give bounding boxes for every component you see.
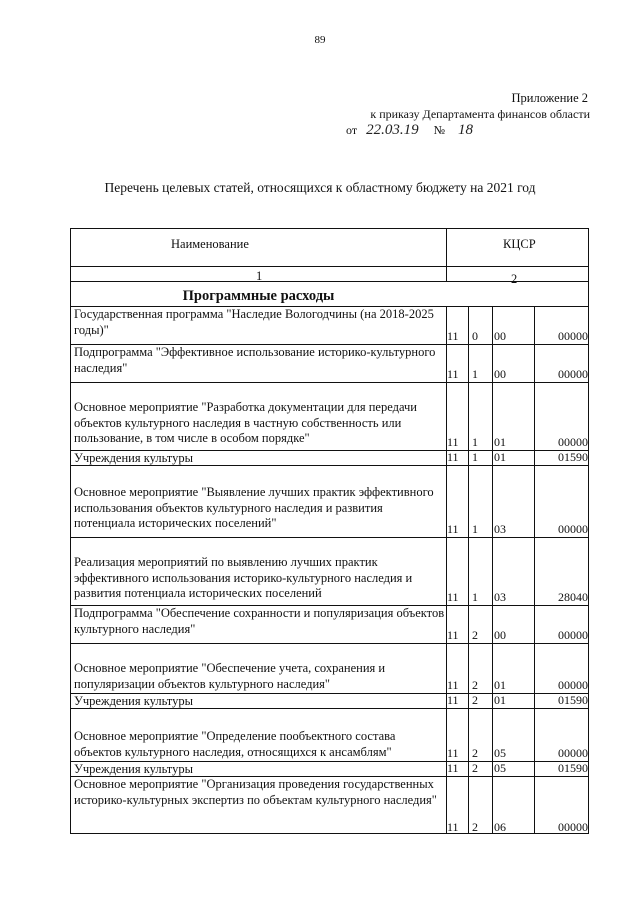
row-code-3: 00 (494, 329, 506, 343)
row-code-2: 2 (472, 693, 478, 707)
row-name: Основное мероприятие "Разработка документации для передачи объектов культурного наследия в частную собственность или пользование, в том числе в особом порядке" (74, 400, 417, 445)
appendix-title: Приложение 2 (511, 91, 588, 105)
table-row (71, 382, 588, 450)
order-number: 18 (458, 122, 474, 138)
section-title: Программные расходы (182, 288, 335, 304)
row-code-3: 06 (494, 820, 506, 834)
row-code-4: 01590 (558, 761, 588, 775)
row-code-4: 00000 (558, 678, 588, 692)
row-name: Основное мероприятие "Выявление лучших практик эффективного использования объектов культурного наследия и развития потенциала исторических поселений" (74, 485, 434, 530)
row-code-3: 01 (494, 435, 506, 449)
row-code-3: 00 (494, 628, 506, 642)
table-row (71, 537, 588, 605)
order-date-line (346, 122, 473, 139)
table-row (71, 465, 588, 537)
table-row (71, 605, 588, 643)
number-prefix: № (433, 123, 446, 137)
table-row (71, 643, 588, 693)
row-code-2: 2 (472, 761, 478, 775)
order-date: 22.03.19 (366, 122, 419, 138)
document-title: Перечень целевых статей, относящихся к областному бюджету на 2021 год (104, 180, 536, 195)
table-row (71, 693, 588, 708)
row-code-1: 11 (447, 329, 459, 343)
row-code-2: 2 (472, 678, 478, 692)
row-code-4: 01590 (558, 693, 588, 707)
row-name: Реализация мероприятий по выявлению лучших практик эффективного использования историко-культурного наследия и развития потенциала исторических поселений (74, 555, 413, 600)
row-code-2: 1 (472, 590, 478, 604)
row-code-2: 0 (472, 329, 478, 343)
row-code-2: 1 (472, 522, 478, 536)
row-code-3: 05 (494, 761, 506, 775)
row-code-4: 00000 (558, 820, 588, 834)
row-code-3: 01 (494, 450, 506, 464)
row-code-4: 01590 (558, 450, 588, 464)
row-name: Основное мероприятие "Организация проведения государственных историко-культурных экспертиз по объектам культурного наследия" (74, 777, 437, 807)
row-code-2: 2 (472, 820, 478, 834)
table-row (71, 708, 588, 761)
row-code-4: 00000 (558, 367, 588, 381)
table-row (71, 450, 588, 465)
row-code-1: 11 (447, 367, 459, 381)
row-name: Учреждения культуры (74, 694, 193, 708)
table-row (71, 344, 588, 382)
row-code-1: 11 (447, 628, 459, 642)
row-code-1: 11 (447, 820, 459, 834)
row-code-2: 1 (472, 367, 478, 381)
row-name: Подпрограмма "Эффективное использование историко-культурного наследия" (74, 345, 436, 375)
row-code-1: 11 (447, 522, 459, 536)
row-code-4: 00000 (558, 628, 588, 642)
page-number: 89 (314, 34, 326, 46)
table-row (71, 776, 588, 835)
row-code-3: 01 (494, 678, 506, 692)
row-code-1: 11 (447, 693, 459, 707)
row-name: Подпрограмма "Обеспечение сохранности и популяризация объектов культурного наследия" (74, 606, 445, 636)
order-reference: к приказу Департамента финансов области (370, 107, 590, 121)
row-code-3: 03 (494, 590, 506, 604)
row-code-4: 00000 (558, 522, 588, 536)
row-code-4: 00000 (558, 435, 588, 449)
row-name: Основное мероприятие "Обеспечение учета, сохранения и популяризации объектов культурного наследия" (74, 661, 386, 691)
row-name: Государственная программа "Наследие Вологодчины (на 2018-2025 годы)" (74, 307, 434, 337)
table-row (71, 306, 588, 344)
row-code-2: 2 (472, 746, 478, 760)
row-code-4: 00000 (558, 746, 588, 760)
column-number-2: 2 (511, 272, 518, 286)
row-code-4: 28040 (558, 590, 588, 604)
column-number-1: 1 (256, 269, 263, 283)
row-name: Основное мероприятие "Определение пообъектного состава объектов культурного наследия, относящихся к ансамблям" (74, 729, 396, 759)
row-code-1: 11 (447, 590, 459, 604)
row-code-2: 1 (472, 435, 478, 449)
row-code-1: 11 (447, 761, 459, 775)
row-code-3: 01 (494, 693, 506, 707)
row-code-1: 11 (447, 746, 459, 760)
row-code-1: 11 (447, 678, 459, 692)
row-name: Учреждения культуры (74, 762, 193, 776)
row-code-1: 11 (447, 450, 459, 464)
row-code-4: 00000 (558, 329, 588, 343)
row-code-2: 1 (472, 450, 478, 464)
row-name: Учреждения культуры (74, 451, 193, 465)
target-articles-table (70, 228, 589, 834)
date-prefix: от (346, 123, 358, 137)
header-kcsr: КЦСР (503, 237, 536, 251)
row-code-1: 11 (447, 435, 459, 449)
row-code-3: 00 (494, 367, 506, 381)
row-code-3: 05 (494, 746, 506, 760)
table-row (71, 761, 588, 776)
row-code-2: 2 (472, 628, 478, 642)
row-code-3: 03 (494, 522, 506, 536)
header-name: Наименование (171, 237, 249, 251)
